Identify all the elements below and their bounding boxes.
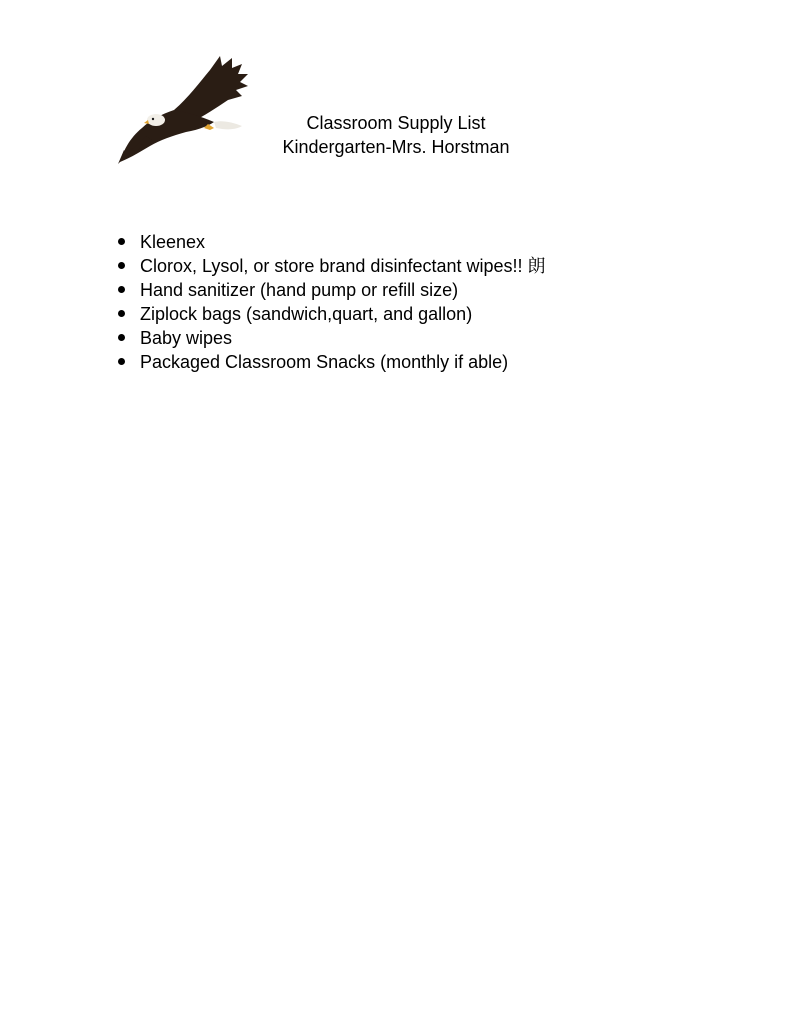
document-title: Classroom Supply List xyxy=(306,113,486,133)
bullet-icon xyxy=(118,310,125,317)
bullet-icon xyxy=(118,334,125,341)
bullet-icon xyxy=(118,358,125,365)
document-header xyxy=(236,111,556,159)
list-item xyxy=(116,326,546,350)
list-item xyxy=(116,230,546,254)
list-item-text: Clorox, Lysol, or store brand disinfectant wipes!! 朗 xyxy=(140,256,546,276)
bullet-icon xyxy=(118,286,125,293)
bullet-icon xyxy=(118,262,125,269)
supply-list xyxy=(116,230,546,374)
list-item-text: Ziplock bags (sandwich,quart, and gallon) xyxy=(140,304,473,324)
bullet-icon xyxy=(118,238,125,245)
list-item-text: Packaged Classroom Snacks (monthly if able) xyxy=(140,352,509,372)
list-item xyxy=(116,302,546,326)
list-item-text: Kleenex xyxy=(140,232,206,252)
list-item xyxy=(116,350,546,374)
document-subtitle: Kindergarten-Mrs. Horstman xyxy=(282,137,510,157)
bald-eagle-icon xyxy=(116,52,252,166)
list-item xyxy=(116,254,546,278)
list-item-text: Hand sanitizer (hand pump or refill size) xyxy=(140,280,459,300)
list-item-text: Baby wipes xyxy=(140,328,233,348)
list-item xyxy=(116,278,546,302)
